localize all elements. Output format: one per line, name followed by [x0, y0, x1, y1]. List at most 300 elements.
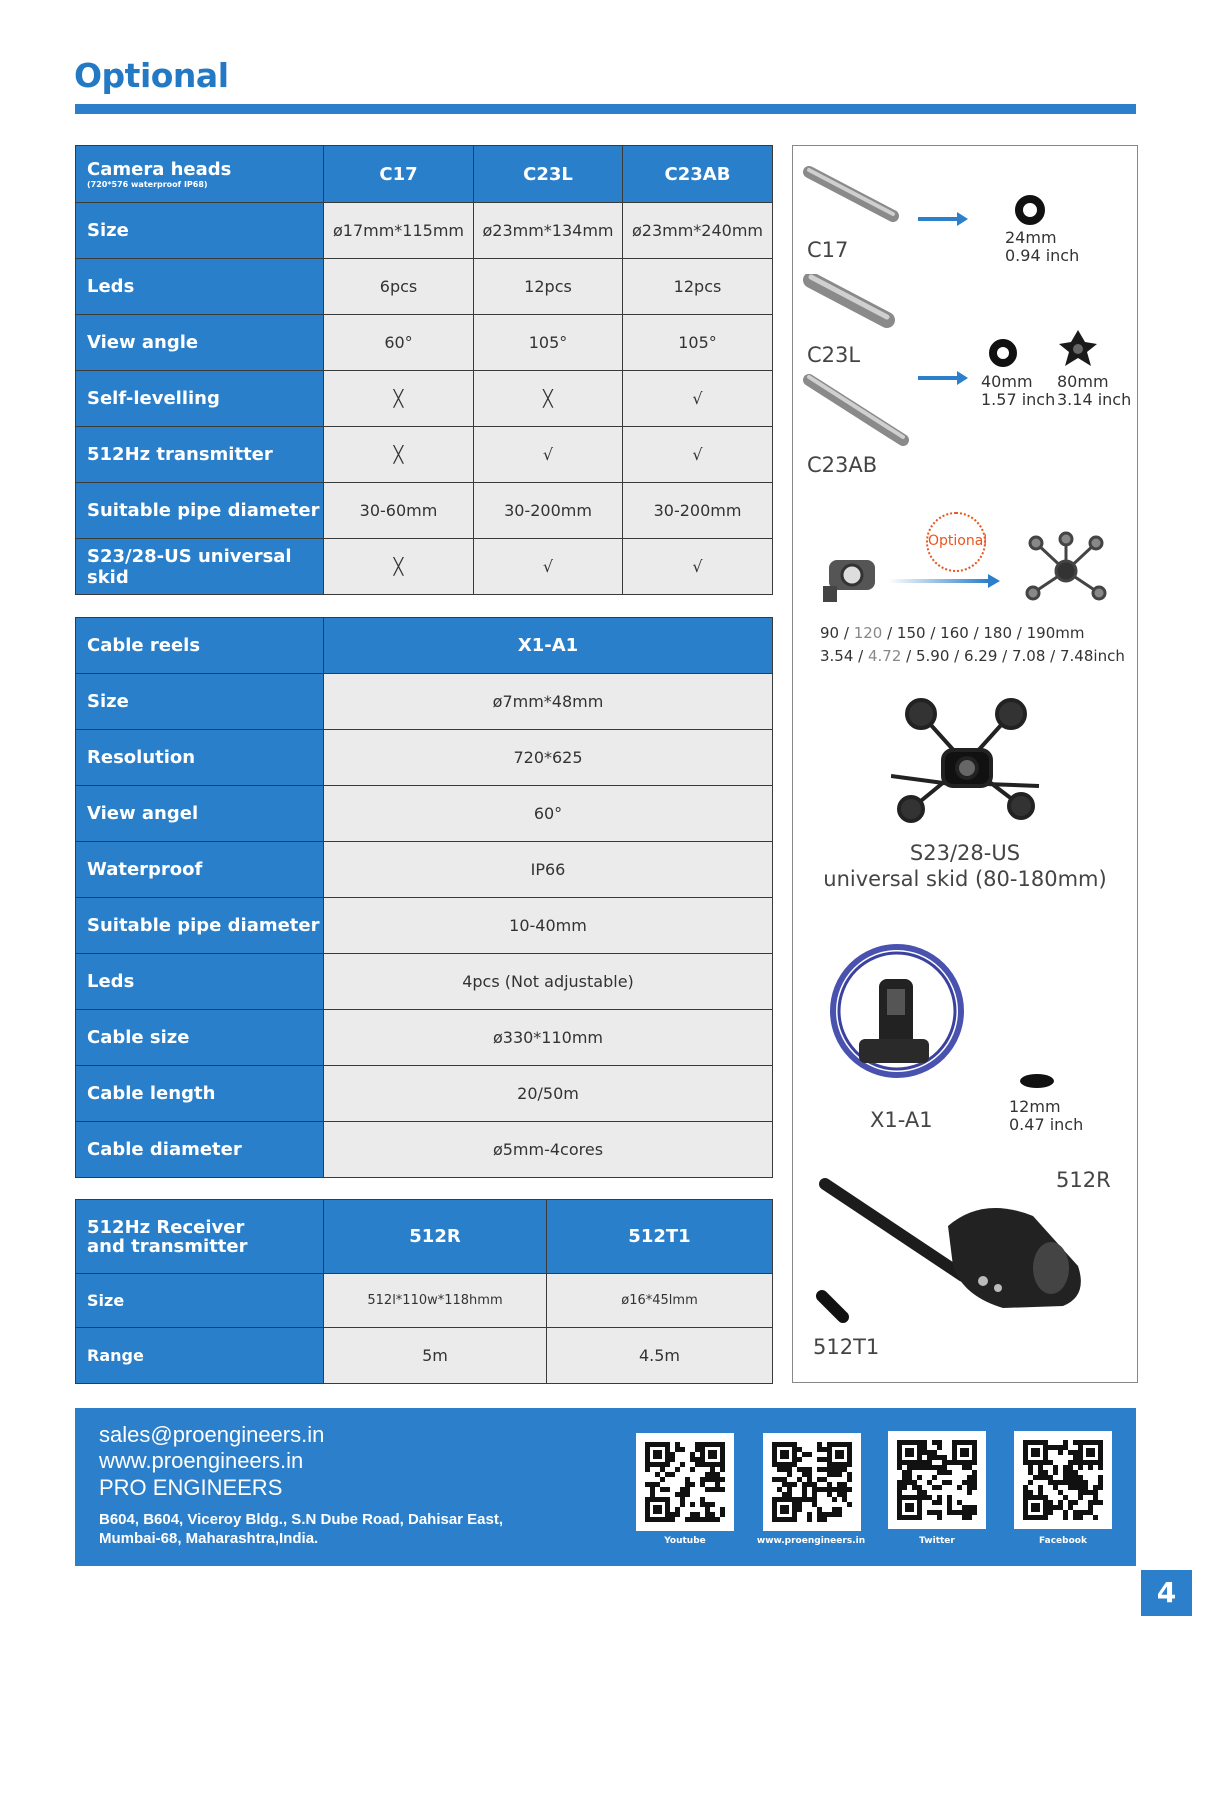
qr-module	[1093, 1500, 1098, 1505]
qr-module	[715, 1477, 720, 1482]
qr-module	[832, 1512, 837, 1517]
cell: 4.5m	[547, 1328, 773, 1384]
qr-module	[832, 1487, 837, 1492]
qr-module	[942, 1470, 947, 1475]
cable-reels-header: Cable reels	[76, 618, 324, 674]
qr-module	[1093, 1485, 1098, 1490]
qr-module	[670, 1517, 675, 1522]
qr-module	[932, 1485, 937, 1490]
ring-24-inch: 0.94 inch	[1005, 246, 1080, 265]
qr-module	[1068, 1475, 1073, 1480]
qr-module	[720, 1512, 725, 1517]
ring-40mm-image	[989, 339, 1017, 367]
check-mark: √	[623, 427, 773, 483]
qr-module	[695, 1457, 700, 1462]
qr-pattern	[1023, 1440, 1103, 1520]
qr-module	[807, 1512, 812, 1517]
ring-80-mm: 80mm	[1057, 372, 1109, 391]
table-row	[76, 427, 773, 483]
title-rule	[75, 104, 1136, 114]
qr-module	[952, 1510, 957, 1515]
qr-module	[1048, 1475, 1053, 1480]
qr-label: www.proengineers.in	[756, 1536, 866, 1546]
qr-label: Twitter	[919, 1536, 955, 1546]
qr-module	[932, 1500, 937, 1505]
qr-module	[837, 1512, 842, 1517]
qr-module	[1083, 1485, 1088, 1490]
qr-module	[700, 1497, 705, 1502]
cell: ø5mm-4cores	[324, 1122, 773, 1178]
ring-12-inch: 0.47 inch	[1009, 1115, 1084, 1134]
qr-module	[1028, 1490, 1033, 1495]
qr-module	[787, 1487, 792, 1492]
qr-module	[817, 1512, 822, 1517]
qr-module	[827, 1487, 832, 1492]
qr-module	[822, 1447, 827, 1452]
qr-module	[1078, 1475, 1083, 1480]
cross-mark: ╳	[324, 539, 474, 595]
qr-module	[690, 1467, 695, 1472]
qr-module	[1048, 1445, 1053, 1450]
qr-module	[1028, 1470, 1033, 1475]
qr-module	[787, 1467, 792, 1472]
qr-module	[1063, 1480, 1068, 1485]
qr-module	[720, 1477, 725, 1482]
contact-email[interactable]: sales@proengineers.in	[99, 1422, 325, 1447]
qr-module	[832, 1472, 837, 1477]
qr-module	[907, 1475, 912, 1480]
qr-module	[817, 1447, 822, 1452]
qr-module	[1063, 1440, 1068, 1445]
qr-module	[1098, 1475, 1103, 1480]
qr-module	[807, 1467, 812, 1472]
qr-module	[962, 1515, 967, 1520]
qr-module	[1028, 1480, 1033, 1485]
qr-module	[817, 1477, 822, 1482]
qr-module	[837, 1492, 842, 1497]
qr-module	[1068, 1480, 1073, 1485]
qr-module	[807, 1482, 812, 1487]
qr-module	[1063, 1465, 1068, 1470]
qr-module	[807, 1517, 812, 1522]
row-label: Suitable pipe diameter	[76, 483, 324, 539]
row-label: 512Hz transmitter	[76, 427, 324, 483]
qr-module	[902, 1480, 907, 1485]
qr-module	[680, 1487, 685, 1492]
column-header: C23AB	[623, 146, 773, 203]
qr-finder-center	[780, 1505, 789, 1514]
qr-module	[1088, 1500, 1093, 1505]
qr-module	[1088, 1505, 1093, 1510]
qr-module	[822, 1512, 827, 1517]
qr-module	[720, 1467, 725, 1472]
row-label: Resolution	[76, 730, 324, 786]
qr-finder-center	[1086, 1448, 1095, 1457]
qr-module	[690, 1482, 695, 1487]
row-label: Cable length	[76, 1066, 324, 1122]
qr-module	[670, 1472, 675, 1477]
column-header: 512R	[324, 1200, 547, 1274]
qr-module	[1058, 1490, 1063, 1495]
cell: ø7mm*48mm	[324, 674, 773, 730]
qr-module	[797, 1447, 802, 1452]
qr-module	[802, 1472, 807, 1477]
gradient-arrow	[888, 579, 988, 583]
qr-module	[1073, 1455, 1078, 1460]
qr-module	[1023, 1485, 1028, 1490]
qr-module	[807, 1497, 812, 1502]
cable-reels-table	[75, 617, 773, 1178]
row-label: Size	[76, 1274, 324, 1328]
qr-module	[1078, 1510, 1083, 1515]
qr-module	[1048, 1505, 1053, 1510]
qr-module	[972, 1470, 977, 1475]
qr-module	[812, 1492, 817, 1497]
qr-module	[675, 1467, 680, 1472]
qr-module	[972, 1510, 977, 1515]
qr-module	[1063, 1515, 1068, 1520]
qr-module	[685, 1487, 690, 1492]
qr-pattern	[645, 1442, 725, 1522]
qr-module	[967, 1510, 972, 1515]
size-mm: 180	[983, 624, 1013, 642]
qr-module	[937, 1470, 942, 1475]
qr-module	[1083, 1510, 1088, 1515]
qr-module	[957, 1500, 962, 1505]
qr-pattern	[772, 1442, 852, 1522]
qr-module	[817, 1517, 822, 1522]
qr-module	[792, 1482, 797, 1487]
qr-module	[922, 1495, 927, 1500]
check-mark: √	[623, 539, 773, 595]
cross-mark: ╳	[324, 371, 474, 427]
qr-module	[932, 1450, 937, 1455]
qr-code-facebook[interactable]	[1014, 1431, 1112, 1529]
check-mark: √	[474, 427, 623, 483]
contact-website[interactable]: www.proengineers.in	[99, 1448, 304, 1473]
qr-module	[680, 1447, 685, 1452]
qr-module	[705, 1512, 710, 1517]
qr-module	[937, 1485, 942, 1490]
qr-module	[962, 1510, 967, 1515]
cell: 12pcs	[623, 259, 773, 315]
qr-module	[1073, 1480, 1078, 1485]
qr-module	[710, 1477, 715, 1482]
qr-module	[695, 1462, 700, 1467]
qr-module	[927, 1480, 932, 1485]
qr-module	[665, 1472, 670, 1477]
qr-module	[797, 1507, 802, 1512]
qr-module	[655, 1482, 660, 1487]
qr-module	[695, 1517, 700, 1522]
qr-module	[710, 1467, 715, 1472]
size-mm: 150	[896, 624, 926, 642]
qr-module	[705, 1477, 710, 1482]
table-row	[76, 1122, 773, 1178]
ring-12-mm: 12mm	[1009, 1097, 1061, 1116]
qr-module	[1043, 1470, 1048, 1475]
qr-module	[912, 1480, 917, 1485]
qr-module	[1063, 1475, 1068, 1480]
qr-module	[1083, 1490, 1088, 1495]
qr-module	[942, 1455, 947, 1460]
qr-module	[797, 1477, 802, 1482]
size-inch: 6.29	[964, 647, 998, 665]
cell: 720*625	[324, 730, 773, 786]
qr-module	[720, 1487, 725, 1492]
qr-module	[782, 1482, 787, 1487]
qr-module	[962, 1480, 967, 1485]
qr-module	[812, 1482, 817, 1487]
qr-module	[685, 1477, 690, 1482]
qr-module	[962, 1505, 967, 1510]
qr-module	[947, 1500, 952, 1505]
qr-module	[660, 1477, 665, 1482]
qr-module	[1068, 1470, 1073, 1475]
qr-module	[1048, 1480, 1053, 1485]
qr-module	[827, 1492, 832, 1497]
qr-module	[837, 1467, 842, 1472]
qr-module	[1048, 1500, 1053, 1505]
qr-module	[1048, 1510, 1053, 1515]
table-row	[76, 371, 773, 427]
qr-module	[802, 1497, 807, 1502]
table-row	[76, 1274, 773, 1328]
qr-module	[1078, 1495, 1083, 1500]
arrow-icon	[918, 376, 958, 380]
512t1-label: 512T1	[813, 1335, 880, 1359]
qr-module	[1058, 1445, 1063, 1450]
qr-module	[1073, 1470, 1078, 1475]
cell: 60°	[324, 786, 773, 842]
qr-module	[827, 1467, 832, 1472]
qr-module	[1033, 1475, 1038, 1480]
qr-module	[1078, 1480, 1083, 1485]
qr-module	[705, 1472, 710, 1477]
qr-module	[655, 1472, 660, 1477]
qr-module	[922, 1490, 927, 1495]
cross-mark: ╳	[324, 427, 474, 483]
qr-module	[1088, 1510, 1093, 1515]
qr-module	[842, 1487, 847, 1492]
qr-finder-center	[1031, 1448, 1040, 1457]
check-mark: √	[474, 539, 623, 595]
cell: 30-200mm	[474, 483, 623, 539]
qr-module	[1078, 1490, 1083, 1495]
address-line-1: B604, B604, Viceroy Bldg., S.N Dube Road, Dahisar East,	[99, 1511, 504, 1528]
qr-module	[1098, 1465, 1103, 1470]
row-label: Range	[76, 1328, 324, 1384]
address-line-2: Mumbai-68, Maharashtra,India.	[99, 1530, 319, 1547]
qr-module	[832, 1467, 837, 1472]
optional-badge	[926, 512, 986, 572]
qr-module	[772, 1477, 777, 1482]
qr-module	[827, 1482, 832, 1487]
qr-module	[685, 1517, 690, 1522]
qr-code-website[interactable]	[763, 1433, 861, 1531]
ring-24mm-image	[1015, 195, 1045, 225]
qr-module	[690, 1512, 695, 1517]
qr-module	[827, 1512, 832, 1517]
qr-module	[842, 1492, 847, 1497]
qr-module	[715, 1517, 720, 1522]
qr-module	[1058, 1450, 1063, 1455]
qr-module	[972, 1480, 977, 1485]
size-inch: 5.90	[916, 647, 950, 665]
page-title: Optional	[74, 56, 229, 95]
qr-module	[1048, 1460, 1053, 1465]
qr-module	[695, 1447, 700, 1452]
qr-module	[690, 1452, 695, 1457]
qr-module	[962, 1465, 967, 1470]
qr-finder-center	[653, 1450, 662, 1459]
qr-module	[695, 1442, 700, 1447]
qr-pattern	[897, 1440, 977, 1520]
qr-module	[932, 1440, 937, 1445]
cell: ø330*110mm	[324, 1010, 773, 1066]
qr-module	[1093, 1515, 1098, 1520]
cell: 5m	[324, 1328, 547, 1384]
qr-finder-center	[905, 1503, 914, 1512]
cell: ø17mm*115mm	[324, 203, 474, 259]
qr-module	[902, 1475, 907, 1480]
camera-heads-table	[75, 145, 773, 595]
qr-module	[670, 1452, 675, 1457]
qr-module	[927, 1455, 932, 1460]
c17-camera-image	[803, 166, 903, 226]
qr-module	[1058, 1505, 1063, 1510]
qr-module	[705, 1502, 710, 1507]
qr-module	[932, 1475, 937, 1480]
qr-module	[1038, 1475, 1043, 1480]
qr-module	[1023, 1490, 1028, 1495]
qr-module	[720, 1507, 725, 1512]
qr-module	[1078, 1485, 1083, 1490]
qr-module	[1053, 1505, 1058, 1510]
qr-module	[967, 1465, 972, 1470]
qr-module	[812, 1487, 817, 1492]
cell: 6pcs	[324, 259, 474, 315]
size-inch: 7.08	[1012, 647, 1046, 665]
table-row	[76, 842, 773, 898]
qr-module	[1073, 1500, 1078, 1505]
product-images-panel	[792, 145, 1138, 1383]
qr-module	[1068, 1450, 1073, 1455]
page-number: 4	[1141, 1570, 1192, 1616]
qr-module	[847, 1502, 852, 1507]
header-line: 512Hz Receiver	[87, 1216, 245, 1238]
qr-module	[710, 1472, 715, 1477]
skid-label-1: S23/28-US	[909, 841, 1021, 865]
qr-module	[675, 1507, 680, 1512]
size-mm: 120	[853, 624, 883, 642]
qr-module	[700, 1482, 705, 1487]
table-row	[76, 315, 773, 371]
qr-finder-center	[905, 1448, 914, 1457]
qr-module	[650, 1482, 655, 1487]
qr-module	[967, 1485, 972, 1490]
table-row	[76, 539, 773, 595]
arrow-icon	[918, 217, 958, 221]
table-row	[76, 203, 773, 259]
qr-code-youtube[interactable]	[636, 1433, 734, 1531]
qr-module	[922, 1450, 927, 1455]
qr-module	[1053, 1465, 1058, 1470]
camera-heads-header	[76, 146, 324, 203]
qr-module	[907, 1465, 912, 1470]
qr-module	[932, 1510, 937, 1515]
table-row	[76, 1066, 773, 1122]
table-row	[76, 786, 773, 842]
skid-sizes-inch: 3.54 / 4.72 / 5.90 / 6.29 / 7.08 / 7.48inch	[820, 647, 1125, 665]
qr-module	[685, 1492, 690, 1497]
universal-skid-small-image	[1021, 531, 1111, 611]
qr-module	[710, 1502, 715, 1507]
qr-module	[942, 1480, 947, 1485]
receiver-transmitter-table	[75, 1199, 773, 1384]
qr-module	[937, 1440, 942, 1445]
column-header: C17	[324, 146, 474, 203]
qr-module	[837, 1507, 842, 1512]
qr-module	[715, 1482, 720, 1487]
row-label: View angel	[76, 786, 324, 842]
universal-skid-large-image	[891, 694, 1041, 824]
qr-module	[787, 1492, 792, 1497]
qr-module	[1028, 1465, 1033, 1470]
qr-finder-center	[1031, 1503, 1040, 1512]
table-row	[76, 898, 773, 954]
qr-module	[847, 1477, 852, 1482]
ring-80-inch: 3.14 inch	[1057, 390, 1132, 409]
qr-code-twitter[interactable]	[888, 1431, 986, 1529]
qr-module	[1088, 1490, 1093, 1495]
qr-module	[947, 1470, 952, 1475]
qr-module	[1038, 1485, 1043, 1490]
qr-module	[685, 1482, 690, 1487]
cell: 10-40mm	[324, 898, 773, 954]
column-header: X1-A1	[324, 618, 773, 674]
size-mm: 160	[940, 624, 969, 642]
row-label: Leds	[76, 954, 324, 1010]
size-mm: 190mm	[1026, 624, 1085, 642]
qr-module	[715, 1487, 720, 1492]
qr-module	[842, 1482, 847, 1487]
size-inch: 3.54	[820, 647, 854, 665]
qr-module	[1088, 1465, 1093, 1470]
ring-40-mm: 40mm	[981, 372, 1033, 391]
qr-module	[967, 1515, 972, 1520]
qr-module	[670, 1512, 675, 1517]
qr-module	[690, 1502, 695, 1507]
qr-finder-center	[708, 1450, 717, 1459]
qr-module	[645, 1467, 650, 1472]
qr-module	[782, 1477, 787, 1482]
x1-a1-label: X1-A1	[870, 1108, 933, 1132]
qr-module	[700, 1477, 705, 1482]
size-mm: 90	[820, 624, 840, 642]
qr-module	[680, 1462, 685, 1467]
qr-module	[1078, 1465, 1083, 1470]
cell: 20/50m	[324, 1066, 773, 1122]
table-row	[76, 483, 773, 539]
qr-module	[947, 1460, 952, 1465]
qr-module	[675, 1442, 680, 1447]
qr-module	[782, 1467, 787, 1472]
qr-module	[927, 1495, 932, 1500]
qr-module	[710, 1487, 715, 1492]
qr-module	[912, 1465, 917, 1470]
qr-module	[1053, 1485, 1058, 1490]
